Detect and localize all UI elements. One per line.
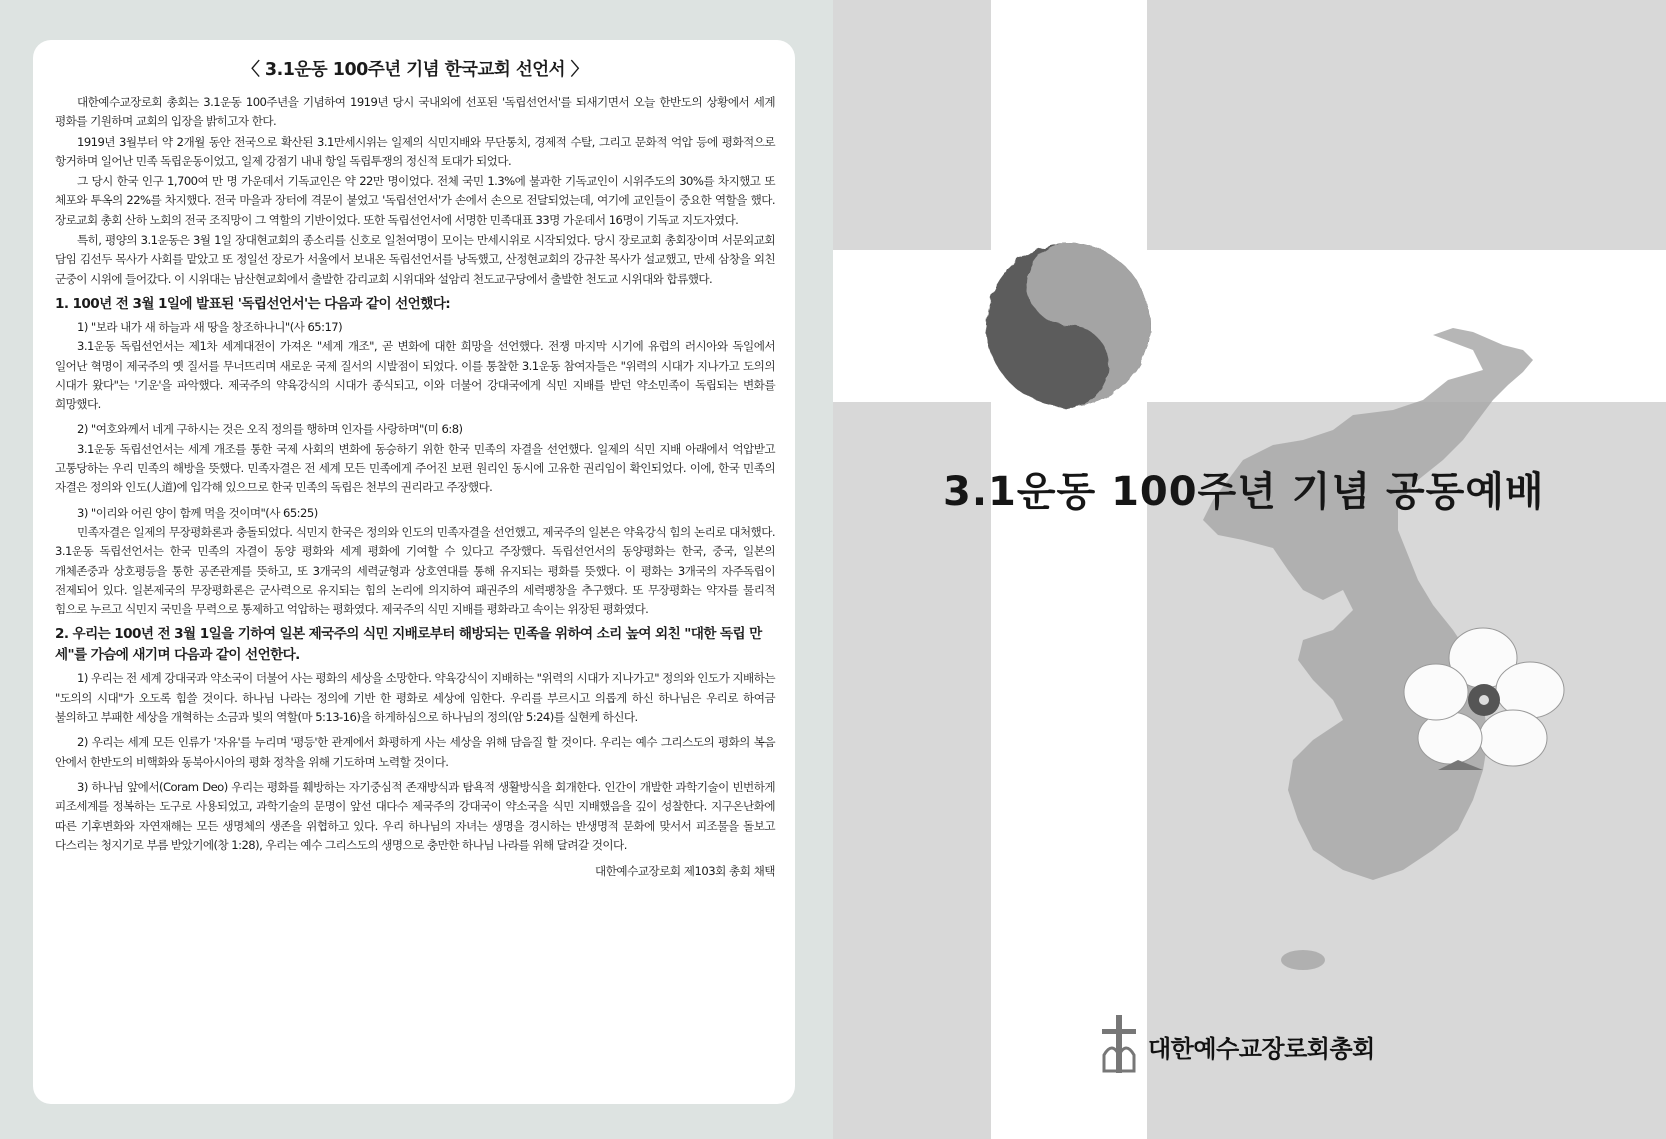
section2-heading: 2. 우리는 100년 전 3월 1일을 기하여 일본 제국주의 식민 지배로부터 해방되는 민족을 위하여 소리 높여 외친 "대한 독립 만세"를 가슴에 새기며 다음과 같이 선언한다. bbox=[55, 626, 762, 664]
intro-paragraph: 그 당시 한국 인구 1,700여 만 명 가운데서 기독교인은 약 22만 명이었다. 전체 국민 1.3%에 불과한 기독교인이 시위주도의 30%를 차지했고 또 체포와 투옥의 22%를 차지했다. 전국 마을과 장터에 격문이 붙었고 '독립선언서'가 손에서 손으로 전달되었는데, 여기에 교인들이 중요한 역할을 했다. 장로교회 총회 산하 노회의 전국 조직망이 그 역할의 기반이었다. 또한 독립선언서에 서명한 민족대표 33명 가운데서 16명이 기독교 지도자였다. bbox=[55, 174, 775, 227]
cover-page bbox=[833, 0, 1666, 1139]
taegeuk-emblem-icon bbox=[973, 230, 1163, 420]
declaration-card bbox=[33, 40, 795, 1104]
mugunghwa-flower-icon bbox=[1398, 620, 1568, 770]
section1-body: 3.1운동 독립선언서는 제1차 세계대전이 가져온 "세계 개조", 곧 변화에 대한 희망을 선언했다. 전쟁 마지막 시기에 유럽의 러시아와 독일에서 일어난 혁명이 제국주의 옛 질서를 무너뜨리며 새로운 국제 질서의 시발점이 되었다. 이를 통찰한 3.1운동 참여자들은 "위력의 시대가 지나가고 도의의 시대가 왔다"는 '기운'을 파악했다. 제국주의 약육강식의 시대가 종식되고, 이와 더불어 강대국에게 식민 지배를 받던 약소민족이 독립되는 변화를 희망했다. bbox=[55, 339, 775, 412]
section2-item: 1) 우리는 전 세계 강대국과 약소국이 더불어 사는 평화의 세상을 소망한다. 약육강식이 지배하는 "위력의 시대가 지나가고" 정의와 인도가 지배하는 "도의의 시대"가 오도록 힘쓸 것이다. 하나님 나라는 정의에 기반 한 평화로 세상에 임한다. 우리를 부르시고 의롭게 하신 하나님은 우리로 하여금 불의하고 부패한 세상을 개혁하는 소금과 빛의 역할(마 5:13-16)을 하게하심으로 하나님의 정의(암 5:24)를 실현케 하신다. bbox=[55, 671, 775, 725]
section1-body: 3.1운동 독립선언서는 세계 개조를 통한 국제 사회의 변화에 동승하기 위한 한국 민족의 자결을 선언했다. 일제의 식민 지배 아래에서 억압받고 고통당하는 우리 민족의 해방을 뜻했다. 민족자결은 전 세계 모든 민족에게 주어진 보편 원리인 동시에 고유한 권리임이 확인되었다. 이에, 한국 민족의 자결은 정의와 인도(人道)에 입각해 있으므로 한국 민족의 독립은 천부의 권리라고 주장했다. bbox=[55, 441, 775, 495]
intro-paragraph: 1919년 3월부터 약 2개월 동안 전국으로 확산된 3.1만세시위는 일제의 식민지배와 무단통치, 경제적 수탈, 그리고 문화적 억압 등에 평화적으로 항거하며 일어난 민족 독립운동이었고, 일제 강점기 내내 항일 독립투쟁의 정신적 토대가 되었다. bbox=[55, 134, 775, 168]
organization-name: 대한예수교장로회총회 bbox=[1148, 1035, 1375, 1063]
pck-logo-icon bbox=[1098, 1015, 1140, 1075]
section1-heading: 1. 100년 전 3월 1일에 발표된 '독립선언서'는 다음과 같이 선언했다: bbox=[55, 295, 451, 312]
section2-item: 3) 하나님 앞에서(Coram Deo) 우리는 평화를 훼방하는 자기중심적 존재방식과 탐욕적 생활방식을 회개한다. 인간이 개발한 과학기술이 빈번하게 피조세계를 정복하는 도구로 사용되었고, 과학기술의 문명이 앞선 대다수 제국주의 강대국이 약소국을 식민 지배했음을 깊이 성찰한다. 지구온난화에 따른 기후변화와 자연재해는 모든 생명체의 생존을 위협하고 있다. 우리 하나님의 자녀는 생명을 경시하는 반생명적 문화에 맞서서 피조물을 돌보고 다스리는 청지기로 부름 받았기에(창 1:28), 우리는 예수 그리스도의 생명으로 충만한 하나님 나라를 위해 달려갈 것이다. bbox=[55, 779, 775, 852]
intro-paragraph: 대한예수교장로회 총회는 3.1운동 100주년을 기념하여 1919년 당시 국내외에 선포된 '독립선언서'를 되새기면서 오늘 한반도의 상황에서 세계 평화를 기원하며 교회의 입장을 밝히고자 한다. bbox=[55, 95, 775, 129]
adoption-signature: 대한예수교장로회 제103회 총회 채택 bbox=[595, 864, 775, 879]
section1-body: 민족자결은 일제의 무장평화론과 충돌되었다. 식민지 한국은 정의와 인도의 민족자결을 선언했고, 제국주의 일본은 약육강식 힘의 논리로 대처했다. 3.1운동 독립선언서는 한국 민족의 자결이 동양 평화와 세계 평화에 기여할 수 있다고 주장했다. 독립선언서의 동양평화는 한국, 중국, 일본의 개체존중과 상호평등을 통한 공존관계를 뜻하고, 또 3개국의 세력균형과 상호연대를 통해 유지되는 평화를 뜻했다. 이 평화는 3개국의 자주독립이 전제되어 있다. 일본제국의 무장평화론은 군사력으로 유지되는 힘의 논리에 의지하여 패권주의 세력팽창을 추구했다. 또 무장평화는 약자를 물리적 힘으로 누르고 식민지 국민을 무력으로 통제하고 억압하는 평화였다. 제국주의 식민 지배를 평화라고 속이는 위장된 평화였다. bbox=[55, 524, 775, 617]
section1-verse: 2) "여호와께서 네게 구하시는 것은 오직 정의를 행하며 인자를 사랑하며"(미 6:8) bbox=[77, 422, 463, 437]
section1-verse: 1) "보라 내가 새 하늘과 새 땅을 창조하나니"(사 65:17) bbox=[77, 319, 343, 334]
section2-item: 2) 우리는 세계 모든 인류가 '자유'를 누리며 '평등'한 관계에서 화평하게 사는 세상을 위해 담음질 할 것이다. 우리는 예수 그리스도의 평화의 복음 안에서 한반도의 비핵화와 동북아시아의 평화 정착을 위해 기도하며 노력할 것이다. bbox=[55, 735, 775, 769]
cover-title: 3.1운동 100주년 기념 공동예배 bbox=[943, 469, 1545, 515]
declaration-title: 〈 3.1운동 100주년 기념 한국교회 선언서 〉 bbox=[242, 60, 588, 80]
intro-paragraph: 특히, 평양의 3.1운동은 3월 1일 장대현교회의 종소리를 신호로 일천여명이 모이는 만세시위로 시작되었다. 당시 장로교회 총회장이며 서문외교회 담임 김선두 목사가 사회를 맡았고 또 정일선 장로가 서울에서 보내온 독립선언서를 낭독했고, 산정현교회의 강규찬 목사가 설교했고, 만세 삼창을 외친 군중이 시위에 들어갔다. 이 시위대는 남산현교회에서 출발한 감리교회 시위대와 설암리 천도교구당에서 출발한 천도교 시위대와 합류했다. bbox=[55, 233, 775, 286]
korea-map-icon bbox=[833, 0, 1666, 1139]
section1-verse: 3) "이리와 어린 양이 함께 먹을 것이며"(사 65:25) bbox=[77, 505, 318, 520]
church-logo bbox=[1098, 1015, 1398, 1075]
